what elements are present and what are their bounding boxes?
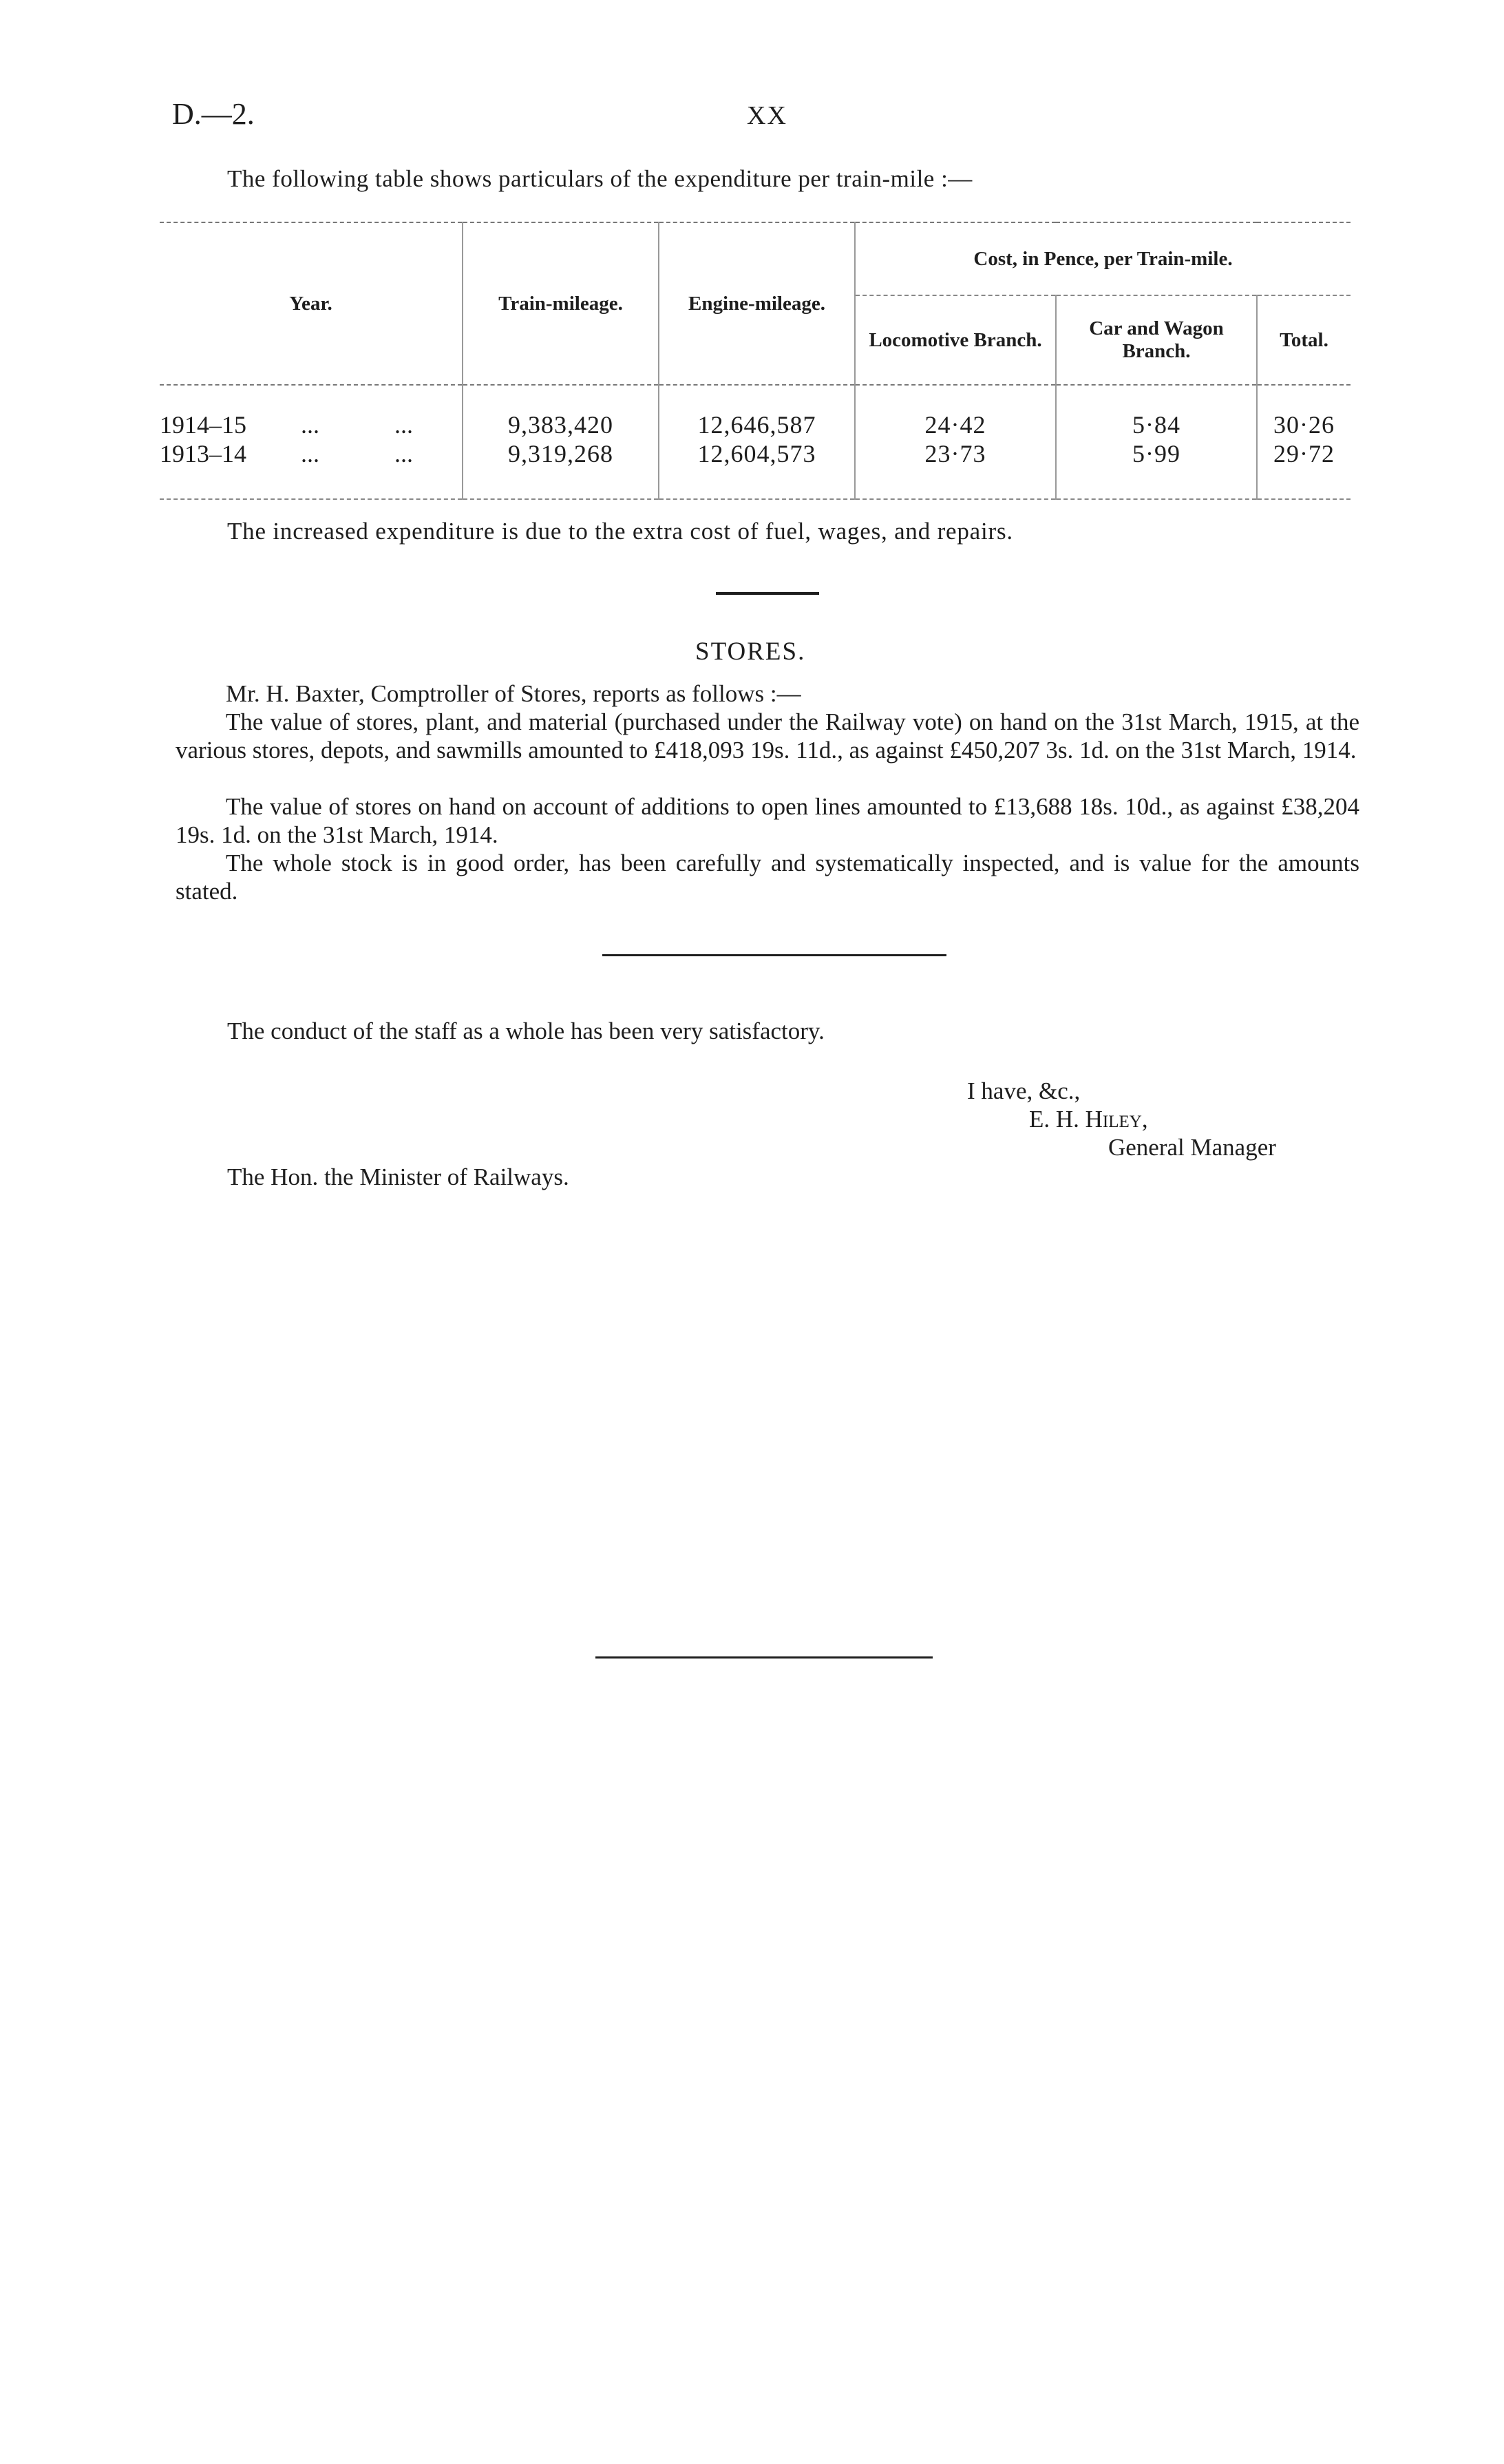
stores-report-intro: Mr. H. Baxter, Comptroller of Stores, reports as follows :—	[226, 680, 801, 707]
section-divider	[716, 592, 819, 595]
section-divider	[602, 954, 946, 956]
header-cost-group: Cost, in Pence, per Train-mile.	[855, 222, 1351, 295]
expenditure-table	[160, 222, 1351, 500]
stores-paragraph-value: The value of stores, plant, and material (purchased under the Railway vote) on hand on the 31st March, 1915, at the various stores, depots, and sawmills amounted to £418,093 19s. 11d., as against £450,207 3s. 1d. on the 31st March, 1914.	[176, 708, 1359, 764]
addressee: The Hon. the Minister of Railways.	[227, 1163, 569, 1190]
row-locomotive-cost: 23·73	[855, 439, 1056, 499]
stores-paragraph-additions: The value of stores on hand on account of additions to open lines amounted to £13,688 18s. 10d., as against £38,204 19s. 1d. on the 31st March, 1914.	[176, 793, 1359, 848]
document-reference: D.—2.	[172, 97, 255, 131]
row-car-wagon-cost: 5·99	[1056, 439, 1257, 499]
row-locomotive-cost: 24·42	[855, 385, 1056, 439]
row-engine-mileage: 12,646,587	[659, 385, 855, 439]
stores-paragraph-condition: The whole stock is in good order, has been carefully and systematically inspected, and is value for the amounts stated.	[176, 850, 1359, 905]
row-train-mileage: 9,319,268	[463, 439, 659, 499]
header-year: Year.	[289, 292, 332, 315]
increase-note: The increased expenditure is due to the extra cost of fuel, wages, and repairs.	[227, 518, 1013, 545]
row-total-cost: 30·26	[1257, 385, 1351, 439]
header-total: Total.	[1257, 295, 1351, 385]
signature-title: General Manager	[1108, 1134, 1276, 1161]
table-row: 1914–15 ... ...	[160, 411, 413, 439]
row-year: 1914–15	[160, 411, 246, 439]
row-engine-mileage: 12,604,573	[659, 439, 855, 499]
signature-greeting: I have, &c.,	[967, 1077, 1081, 1104]
end-divider	[595, 1656, 933, 1659]
row-car-wagon-cost: 5·84	[1056, 385, 1257, 439]
row-year: 1913–14	[160, 440, 246, 467]
row-total-cost: 29·72	[1257, 439, 1351, 499]
page-number: XX	[747, 101, 787, 130]
signature-name: E. H. Hiley,	[1029, 1106, 1148, 1133]
table-row: 1913–14 ... ...	[160, 440, 413, 467]
header-train-mileage: Train-mileage.	[463, 222, 659, 385]
row-train-mileage: 9,383,420	[463, 385, 659, 439]
staff-conduct-note: The conduct of the staff as a whole has been very satisfactory.	[227, 1018, 825, 1044]
stores-heading: STORES.	[695, 638, 806, 666]
header-car-wagon-branch: Car and Wagon Branch.	[1056, 295, 1257, 385]
header-locomotive-branch: Locomotive Branch.	[855, 295, 1056, 385]
table-intro: The following table shows particulars of the expenditure per train-mile :—	[227, 165, 973, 192]
header-engine-mileage: Engine-mileage.	[659, 222, 855, 385]
